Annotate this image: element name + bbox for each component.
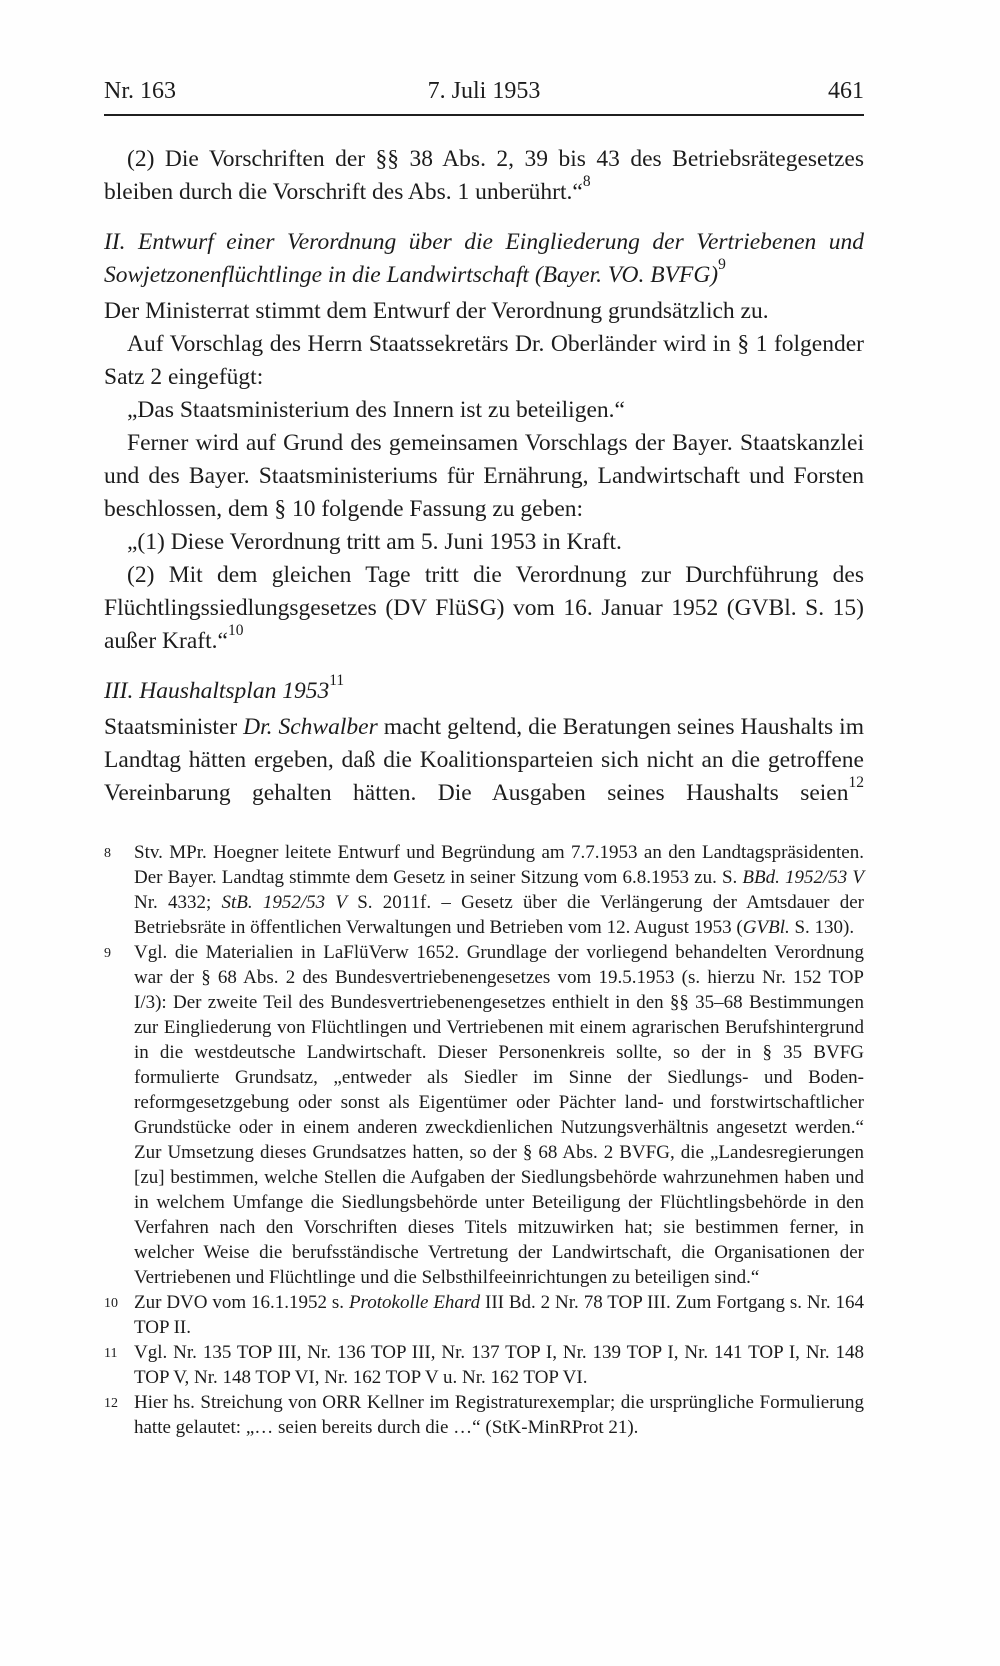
text-segment: Der Ministerrat stimmt dem Entwurf der Verordnung grundsätzlich zu. — [104, 298, 769, 324]
text-segment: Staatsminister — [104, 714, 244, 740]
italic-text-segment: Dr. Schwalber — [243, 714, 378, 740]
text-segment: macht geltend, die Beratungen seines Haushalts im Landtag hätten ergeben, daß die Koalitionsparteien sich nicht an die getroffene Vereinbarung gehalten hätten. Die Ausgaben seines Haushalts seien — [104, 714, 864, 806]
page-header — [104, 78, 864, 105]
italic-text-segment: II. Entwurf einer Verordnung über die Eingliederung der Vertriebenen und Sowjetzonenflüchtlinge in die Landwirtschaft (Bayer. VO. BVFG) — [104, 229, 864, 288]
footnote-reference: 8 — [582, 172, 591, 190]
text-segment: „Das Staatsministerium des Innern ist zu beteiligen.“ — [127, 397, 625, 423]
text-segment: Hier hs. Streichung von ORR Kellner im Registraturexemplar; die ursprüngliche Formulierung hatte gelautet: „… seien bereits durch die …“ (StK-MinRProt 21). — [134, 1392, 864, 1438]
footnote — [104, 840, 864, 940]
text-segment: S. 130). — [789, 917, 855, 938]
footnote-reference: 10 — [227, 621, 244, 639]
text-segment: Vgl. Nr. 135 TOP III, Nr. 136 TOP III, Nr. 137 TOP I, Nr. 139 TOP I, Nr. 141 TOP I, Nr. 148 TOP V, Nr. 148 TOP VI, Nr. 162 TOP V u. Nr. 162 TOP VI. — [134, 1342, 864, 1388]
footnote-number: 12 — [104, 1396, 118, 1411]
body-paragraph — [104, 526, 864, 559]
footnote-number: 8 — [104, 846, 111, 861]
text-segment: „(1) Diese Verordnung tritt am 5. Juni 1953 in Kraft. — [127, 529, 622, 555]
body-paragraph — [104, 143, 864, 209]
footnote-reference: 9 — [718, 255, 726, 273]
footnote-reference: 12 — [848, 773, 864, 791]
footnote-reference: 11 — [329, 671, 345, 689]
italic-text-segment: StB. 1952/53 V — [221, 892, 347, 913]
footnote-text — [134, 940, 864, 1290]
footnote-number: 11 — [104, 1346, 118, 1361]
page-number: 461 — [828, 78, 864, 104]
text-segment: III Bd. 2 Nr. 78 TOP III. Zum Fortgang s. Nr. 164 TOP II. — [134, 1292, 864, 1338]
text-segment: Zur DVO vom 16.1.1952 s. — [134, 1292, 349, 1313]
body-paragraph — [104, 559, 864, 658]
document-number: Nr. 163 — [104, 78, 176, 104]
text-segment: S. 2011f. – Gesetz über die Verlängerung der Amtsdauer der Betriebsräte in öffentlichen Verwaltungen und Betrieben vom 12. August 1953 ( — [134, 892, 864, 938]
section-heading — [104, 671, 864, 708]
footnote-text — [134, 1290, 864, 1340]
footnote-number: 9 — [104, 946, 111, 961]
footnote — [104, 940, 864, 1290]
footnote — [104, 1290, 864, 1340]
header-rule — [104, 114, 864, 116]
text-segment: Nr. 4332; — [134, 892, 222, 913]
body-paragraph — [104, 394, 864, 427]
italic-text-segment: Protokolle Ehard — [348, 1292, 481, 1313]
footnotes-block — [104, 840, 864, 1440]
text-segment: (2) Die Vorschriften der §§ 38 Abs. 2, 39 bis 43 des Betriebsrätegesetzes bleiben durch die Vorschrift des Abs. 1 unberührt.“ — [104, 146, 864, 205]
footnote-number: 10 — [104, 1296, 118, 1311]
text-segment: Auf Vorschlag des Herrn Staatssekretärs Dr. Oberländer wird in § 1 folgender Satz 2 eingefügt: — [104, 331, 864, 390]
body-paragraph — [104, 711, 864, 810]
italic-text-segment: GVBl. — [742, 917, 790, 938]
text-segment: (2) Mit dem gleichen Tage tritt die Verordnung zur Durchführung des Flüchtlingssiedlungsgesetzes (DV FlüSG) vom 16. Januar 1952 (GVBl. S. 15) außer Kraft.“ — [104, 562, 864, 654]
footnote-text — [134, 1340, 864, 1390]
italic-text-segment: BBd. 1952/53 V — [742, 867, 864, 888]
text-segment: Stv. MPr. Hoegner leitete Entwurf und Begründung am 7.7.1953 an den Landtagspräsidenten. Der Bayer. Landtag stimmte dem Gesetz in seiner Sitzung vom 6.8.1953 zu. S. — [134, 842, 864, 888]
main-text — [104, 143, 864, 810]
footnote — [104, 1340, 864, 1390]
footnote-text — [134, 840, 864, 940]
body-paragraph — [104, 427, 864, 526]
italic-text-segment: III. Haushaltsplan 1953 — [104, 678, 330, 704]
footnote — [104, 1390, 864, 1440]
text-segment: Vgl. die Materialien in LaFlüVerw 1652. Grundlage der vorliegend behandelten Verordnung war der § 68 Abs. 2 des Bundesvertriebenengesetzes vom 19.5.1953 (s. hierzu Nr. 152 TOP I/3): Der zweite Teil des Bundesvertriebenengesetzes enthielt in den §§ 35–68 Bestimmungen zur Eingliederung von Flüchtlingen und Vertriebenen mit einem agrarischen Berufshintergrund in die westdeutsche Landwirtschaft. Dieser Personenkreis sollte, so der in § 35 BVFG formulierte Grundsatz, „entweder als Siedler im Sinne der Siedlungs- und Bodenreformgesetzgebung oder sonst als Eigentümer oder Pächter land- und forstwirtschaftlicher Grundstücke oder in einem anderen zweckdienlichen Nutzungsverhältnis angesetzt werden.“ Zur Umsetzung dieses Grundsatzes hatten, so der § 68 Abs. 2 BVFG, die „Landesregierungen [zu] bestimmen, welche Stellen die Aufgaben der Siedlungsbehörde wahrzunehmen haben und in welchem Umfange die Siedlungsbehörde unter Beteiligung der Flüchtlingsbehörde in den Verfahren nach den Vorschriften dieses Titels mitzuwirken hat; sie bestimmen ferner, in welcher Weise die berufsständische Vertretung der Landwirtschaft, die Organisationen der Vertriebenen und Flüchtlinge und die Selbsthilfeeinrichtungen zu beteiligen sind.“ — [134, 942, 864, 1288]
text-segment: Ferner wird auf Grund des gemeinsamen Vorschlags der Bayer. Staatskanzlei und des Bayer. Staatsministeriums für Ernährung, Landwirtschaft und Forsten beschlossen, dem § 10 folgende Fassung zu geben: — [104, 430, 864, 522]
body-paragraph — [104, 328, 864, 394]
body-paragraph — [104, 295, 864, 328]
footnote-text — [134, 1390, 864, 1440]
section-heading — [104, 226, 864, 292]
header-date: 7. Juli 1953 — [427, 78, 541, 104]
